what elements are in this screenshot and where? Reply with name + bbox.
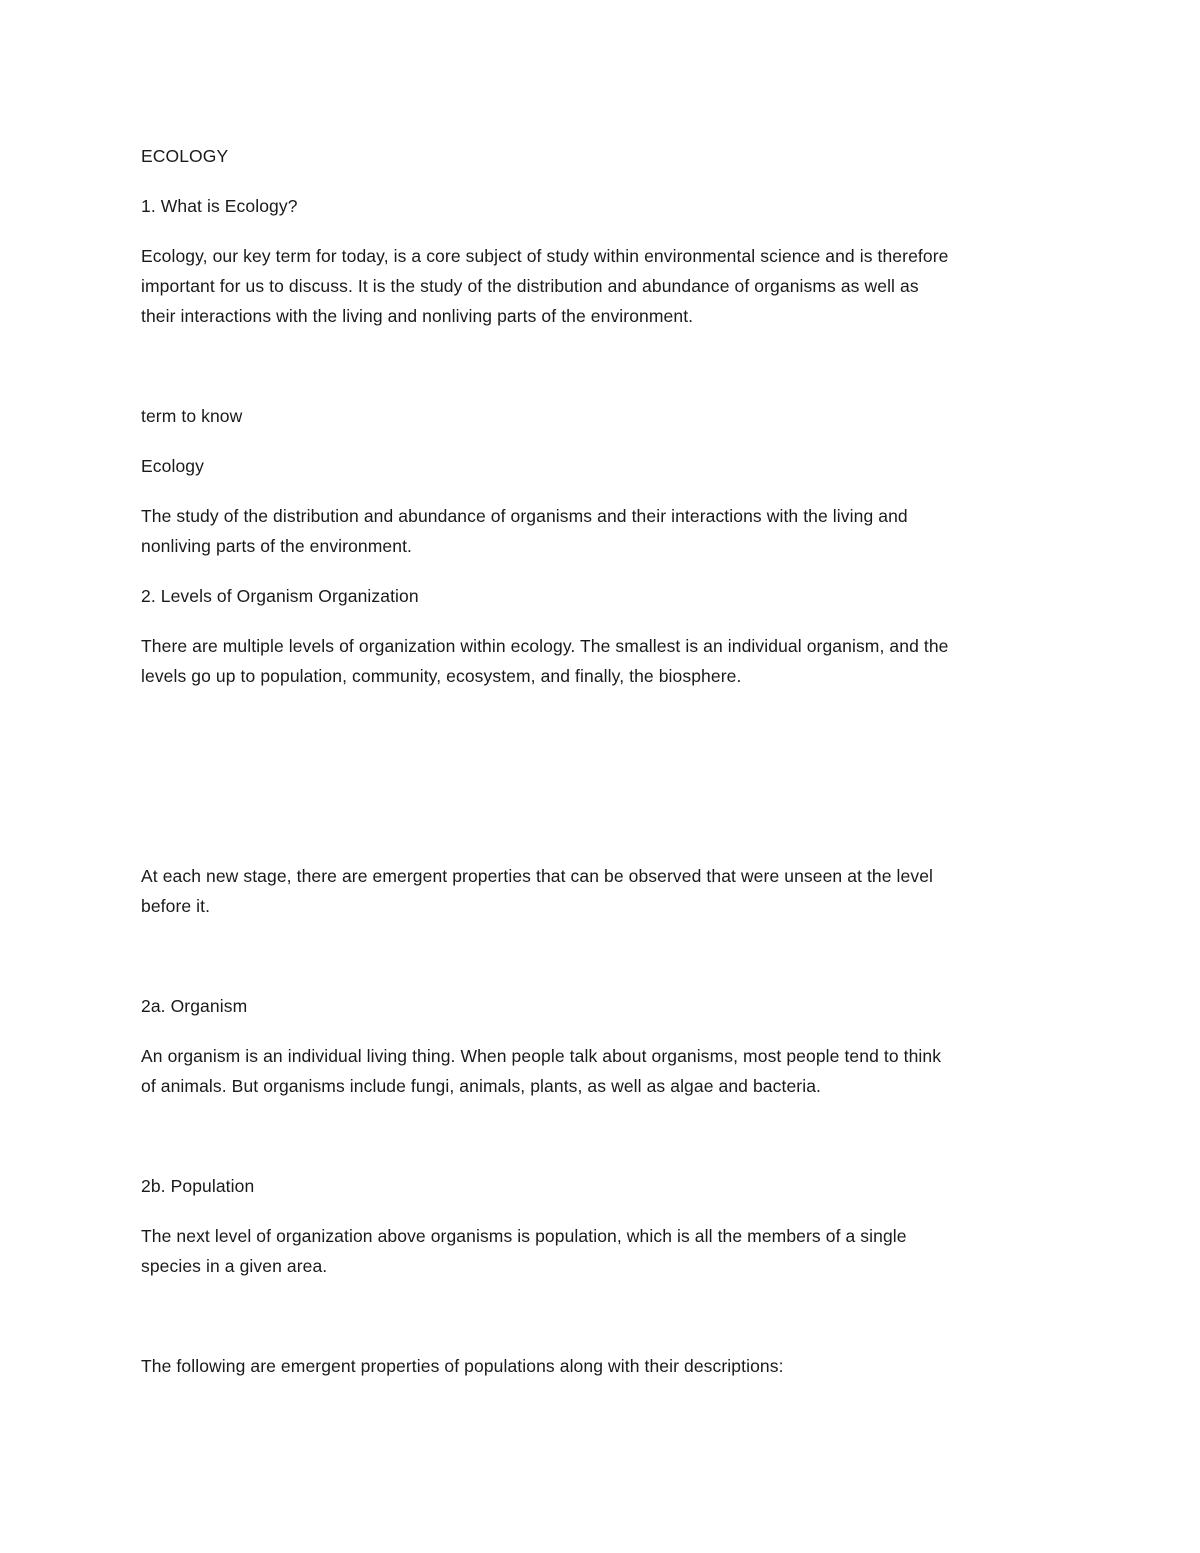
paragraph-line: There are multiple levels of organization within ecology. The smallest is an individual organism, and the xyxy=(141,636,949,656)
term-definition-line: nonliving parts of the environment. xyxy=(141,536,413,556)
paragraph-line: of animals. But organisms include fungi, animals, plants, as well as algae and bacteria. xyxy=(141,1076,821,1096)
paragraph-line: before it. xyxy=(141,896,211,916)
paragraph-line: species in a given area. xyxy=(141,1256,328,1276)
paragraph-line: levels go up to population, community, ecosystem, and finally, the biosphere. xyxy=(141,666,742,686)
section-heading-what-is-ecology: 1. What is Ecology? xyxy=(141,196,298,216)
paragraph-line: important for us to discuss. It is the study of the distribution and abundance of organisms as well as xyxy=(141,276,919,296)
term-to-know-label: term to know xyxy=(141,406,243,426)
section-heading-population: 2b. Population xyxy=(141,1176,255,1196)
section-heading-organism: 2a. Organism xyxy=(141,996,248,1016)
paragraph-line: At each new stage, there are emergent properties that can be observed that were unseen at the level xyxy=(141,866,934,886)
term-name: Ecology xyxy=(141,456,204,476)
term-definition-line: The study of the distribution and abundance of organisms and their interactions with the living and xyxy=(141,506,908,526)
section-heading-levels-of-organization: 2. Levels of Organism Organization xyxy=(141,586,419,606)
paragraph-line: An organism is an individual living thing. When people talk about organisms, most people tend to think xyxy=(141,1046,942,1066)
paragraph-line: their interactions with the living and nonliving parts of the environment. xyxy=(141,306,694,326)
document-title: ECOLOGY xyxy=(141,146,229,166)
paragraph-line: Ecology, our key term for today, is a core subject of study within environmental science and is therefore xyxy=(141,246,949,266)
paragraph-line: The next level of organization above organisms is population, which is all the members of a single xyxy=(141,1226,907,1246)
paragraph-line: The following are emergent properties of populations along with their descriptions: xyxy=(141,1356,784,1376)
